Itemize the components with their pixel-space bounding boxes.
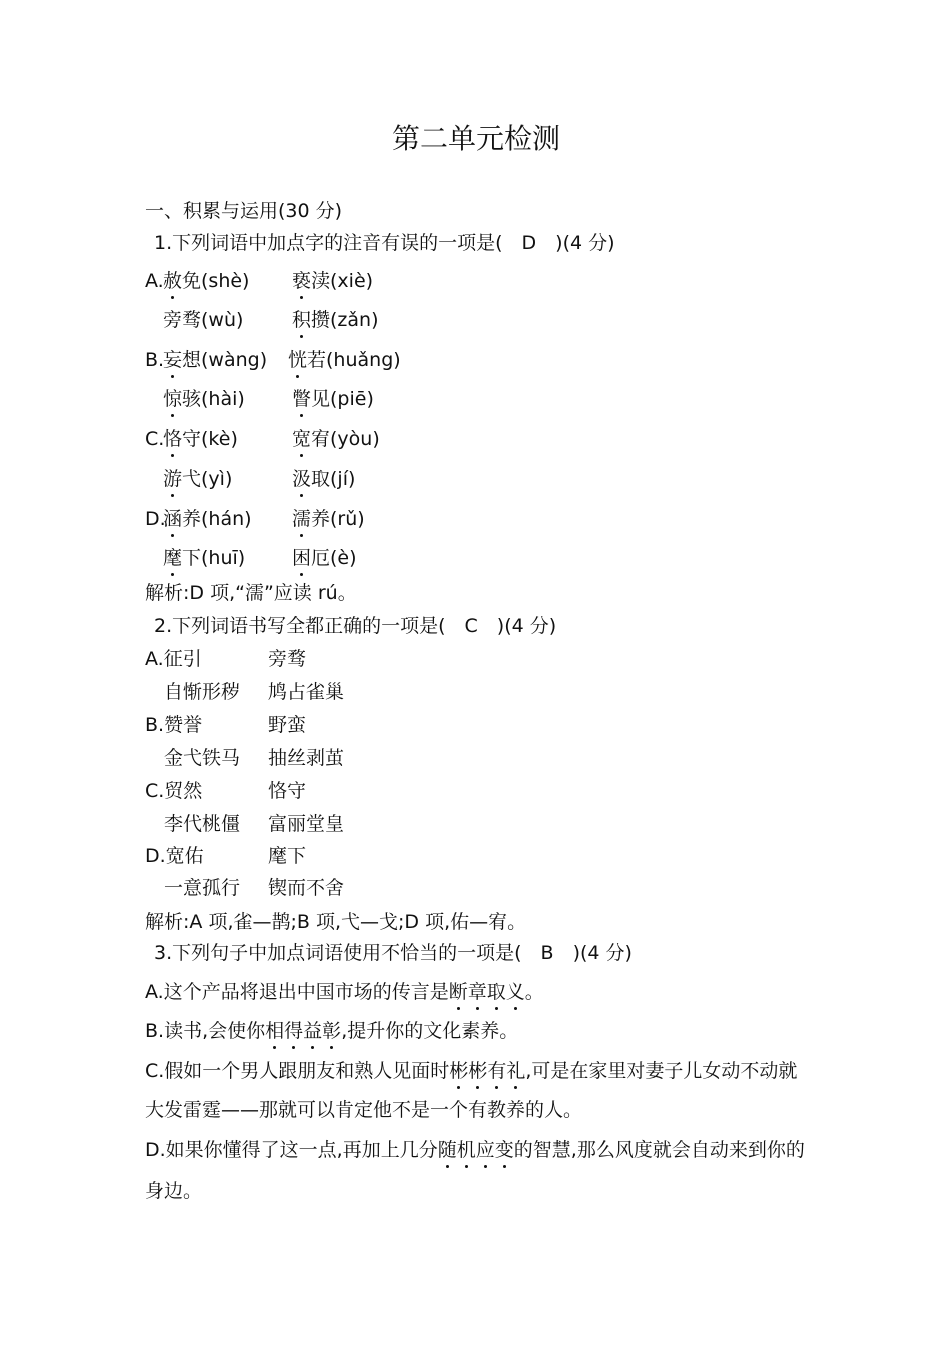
word-rest: 取(jí) bbox=[311, 468, 356, 490]
q3-b-dotted-phrase: 相得益彰 bbox=[265, 1020, 342, 1042]
q2-word-1: C.贸然 bbox=[145, 780, 203, 802]
q2-word-1: B.赞誉 bbox=[145, 714, 203, 736]
q2-word-1: 李代桃僵 bbox=[145, 813, 241, 835]
word-rest: 攒(zǎn) bbox=[311, 309, 379, 331]
q3-option-d-line1: D.如果你懂得了这一点,再加上几分随机应变的智慧,那么风度就会自动来到你的 bbox=[145, 1139, 805, 1161]
dotted-char: 游 bbox=[163, 468, 183, 490]
q2-word-2: 旁骛 bbox=[268, 648, 307, 670]
page-title: 第二单元检测 bbox=[391, 122, 560, 155]
q1-word-1 bbox=[163, 347, 267, 373]
word-rest: 养(hán) bbox=[182, 508, 252, 530]
q1-word-2 bbox=[292, 426, 380, 452]
q3-d-dotted-phrase: 随机应变 bbox=[437, 1139, 514, 1161]
q2-word-1: 自惭形秽 bbox=[145, 681, 241, 703]
option-letter: B. bbox=[145, 349, 165, 371]
dotted-char: 汲 bbox=[292, 468, 312, 490]
q1-word-2 bbox=[292, 466, 355, 492]
q2-word-2: 野蛮 bbox=[268, 714, 307, 736]
option-letter: D. bbox=[145, 508, 166, 530]
q2-word-2: 富丽堂皇 bbox=[268, 813, 345, 835]
dotted-char: 妄 bbox=[163, 349, 183, 371]
word-rest: 宥(yòu) bbox=[311, 428, 380, 450]
q1-word-1 bbox=[163, 545, 245, 571]
q2-stem: 2.下列词语书写全都正确的一项是( C )(4 分) bbox=[154, 615, 557, 637]
q2-word-2: 恪守 bbox=[268, 780, 307, 802]
dotted-char: 积 bbox=[292, 309, 312, 331]
word-rest: 渎(xiè) bbox=[311, 270, 374, 292]
dotted-char: 瞥 bbox=[292, 388, 312, 410]
word-rest: 养(rǔ) bbox=[311, 508, 365, 530]
q1-word-2 bbox=[292, 506, 365, 532]
q2-word-1: D.宽佑 bbox=[145, 845, 204, 867]
dotted-char: 宽 bbox=[292, 428, 312, 450]
q1-word-1 bbox=[163, 506, 252, 532]
word-rest: 弋(yì) bbox=[182, 468, 233, 490]
option-letter: C. bbox=[145, 428, 165, 450]
q1-word-1 bbox=[163, 307, 243, 333]
q1-word-2 bbox=[292, 307, 379, 333]
q1-word-2 bbox=[292, 545, 357, 571]
word-rest: 见(piē) bbox=[311, 388, 374, 410]
dotted-char: 涵 bbox=[163, 508, 183, 530]
q1-word-1 bbox=[163, 386, 245, 412]
q3-option-c-line1: C.假如一个男人跟朋友和熟人见面时彬彬有礼,可是在家里对妻子儿女动不动就 bbox=[145, 1060, 798, 1082]
q3-option-b: B.读书,会使你相得益彰,提升你的文化素养。 bbox=[145, 1020, 519, 1042]
word-rest: 守(kè) bbox=[182, 428, 238, 450]
q1-word-2 bbox=[292, 268, 373, 294]
q1-stem: 1.下列词语中加点字的注音有误的一项是( D )(4 分) bbox=[154, 232, 615, 254]
q3-option-a: A.这个产品将退出中国市场的传言是断章取义。 bbox=[145, 981, 544, 1003]
section-heading: 一、积累与运用(30 分) bbox=[145, 200, 343, 222]
q1-word-2 bbox=[288, 347, 401, 373]
q2-word-2: 鸠占雀巢 bbox=[268, 681, 345, 703]
word-rest: 厄(è) bbox=[311, 547, 357, 569]
q3-stem: 3.下列句子中加点词语使用不恰当的一项是( B )(4 分) bbox=[154, 942, 632, 964]
q3-option-d-line2: 身边。 bbox=[145, 1180, 203, 1202]
word-rest: 若(huǎng) bbox=[307, 349, 401, 371]
q1-analysis: 解析:D 项,“濡”应读 rú。 bbox=[145, 582, 357, 604]
dotted-char: 恪 bbox=[163, 428, 183, 450]
option-letter: A. bbox=[145, 270, 164, 292]
q2-word-2: 抽丝剥茧 bbox=[268, 747, 345, 769]
word-rest: 想(wàng) bbox=[182, 349, 268, 371]
q1-word-1 bbox=[163, 268, 249, 294]
q1-word-1 bbox=[163, 466, 232, 492]
dotted-char: 濡 bbox=[292, 508, 312, 530]
word-rest: 旁骛(wù) bbox=[163, 309, 244, 331]
q3-c-dotted-phrase: 彬彬有礼 bbox=[449, 1060, 526, 1082]
dotted-char: 亵 bbox=[292, 270, 312, 292]
q2-word-1: 一意孤行 bbox=[145, 877, 241, 899]
q2-word-2: 锲而不舍 bbox=[268, 877, 345, 899]
q2-analysis: 解析:A 项,雀—鹊;B 项,弋—戈;D 项,佑—宥。 bbox=[145, 911, 527, 933]
word-rest: 免(shè) bbox=[182, 270, 250, 292]
dotted-char: 赦 bbox=[163, 270, 183, 292]
dotted-char: 麾 bbox=[163, 547, 183, 569]
word-rest: 骇(hài) bbox=[182, 388, 245, 410]
q2-word-2: 麾下 bbox=[268, 845, 307, 867]
q1-word-2 bbox=[292, 386, 374, 412]
q2-word-1: 金弋铁马 bbox=[145, 747, 241, 769]
word-rest: 下(huī) bbox=[182, 547, 246, 569]
q3-option-c-line2: 大发雷霆——那就可以肯定他不是一个有教养的人。 bbox=[145, 1099, 583, 1121]
q1-word-1 bbox=[163, 426, 238, 452]
dotted-char: 困 bbox=[292, 547, 312, 569]
q3-a-dotted-phrase: 断章取义 bbox=[448, 981, 525, 1003]
dotted-char: 恍 bbox=[288, 349, 308, 371]
dotted-char: 惊 bbox=[163, 388, 183, 410]
q2-word-1: A.征引 bbox=[145, 648, 202, 670]
